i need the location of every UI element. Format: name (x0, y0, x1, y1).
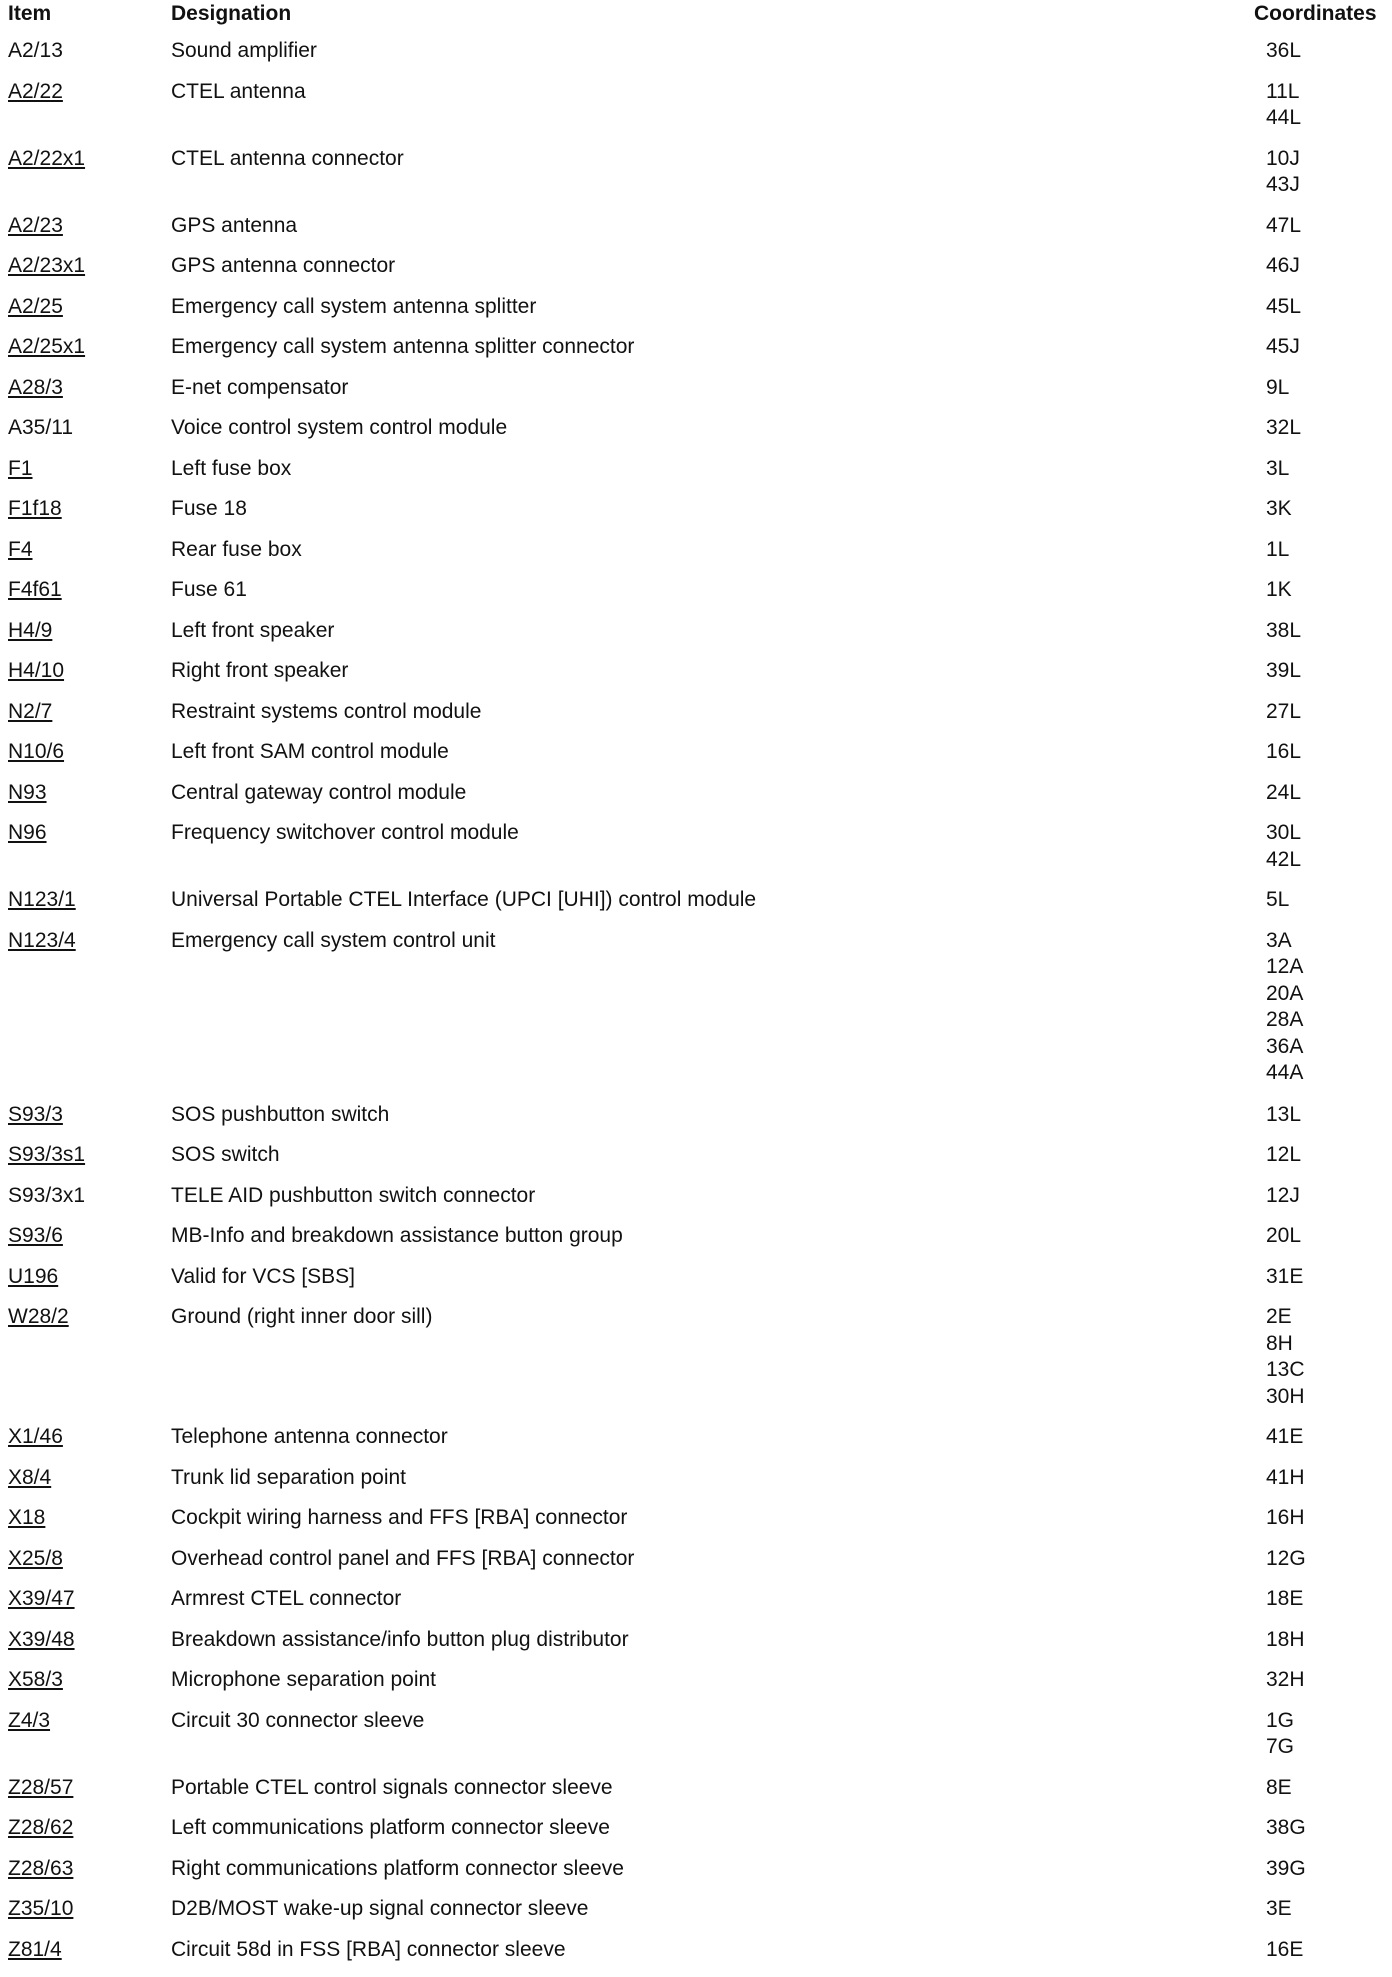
designation: D2B/MOST wake-up signal connector sleeve (171, 1896, 588, 1923)
coordinate-value: 24L (1266, 780, 1301, 807)
item-link[interactable]: Z28/57 (8, 1775, 73, 1802)
coordinates (1266, 1546, 1306, 1573)
table-row (0, 739, 1392, 780)
coordinate-value: 44L (1266, 105, 1301, 132)
table-row (0, 415, 1392, 456)
designation: Right front speaker (171, 658, 348, 685)
coordinates (1266, 1505, 1305, 1532)
item-link[interactable]: F1 (8, 456, 33, 483)
designation: Sound amplifier (171, 38, 317, 65)
item-link[interactable]: A2/25 (8, 294, 63, 321)
designation: Left fuse box (171, 456, 291, 483)
coordinates (1266, 79, 1301, 132)
item-link[interactable]: X1/46 (8, 1424, 63, 1451)
item-link[interactable]: A2/23x1 (8, 253, 85, 280)
table-row (0, 1183, 1392, 1224)
coordinate-value: 13L (1266, 1102, 1301, 1129)
designation: Breakdown assistance/info button plug distributor (171, 1627, 629, 1654)
table-row (0, 537, 1392, 578)
designation: Fuse 18 (171, 496, 247, 523)
coordinate-value: 3L (1266, 456, 1289, 483)
table-row (0, 456, 1392, 497)
designation: CTEL antenna (171, 79, 306, 106)
item-link[interactable]: A28/3 (8, 375, 63, 402)
coordinates (1266, 577, 1292, 604)
coordinate-value: 45L (1266, 294, 1301, 321)
item-code: S93/3x1 (8, 1183, 85, 1210)
table-row (0, 1586, 1392, 1627)
item-link[interactable]: A2/22x1 (8, 146, 85, 173)
coordinate-value: 27L (1266, 699, 1301, 726)
coordinate-value: 47L (1266, 213, 1301, 240)
table-row (0, 496, 1392, 537)
table-row (0, 928, 1392, 1102)
designation: CTEL antenna connector (171, 146, 404, 173)
coordinate-value: 13C (1266, 1357, 1305, 1384)
coordinates (1266, 1815, 1306, 1842)
item-link[interactable]: S93/6 (8, 1223, 63, 1250)
item-link[interactable]: Z28/63 (8, 1856, 73, 1883)
header-item: Item (8, 0, 51, 28)
table-row (0, 213, 1392, 254)
designation: Cockpit wiring harness and FFS [RBA] connector (171, 1505, 627, 1532)
item-link[interactable]: A2/22 (8, 79, 63, 106)
table-row (0, 1627, 1392, 1668)
coordinates (1266, 334, 1300, 361)
coordinates (1266, 456, 1289, 483)
coordinates (1266, 658, 1301, 685)
coordinate-value: 36A (1266, 1034, 1303, 1061)
coordinates (1266, 1708, 1294, 1761)
item-link[interactable]: Z81/4 (8, 1937, 62, 1964)
coordinate-value: 42L (1266, 847, 1301, 874)
coordinate-value: 16L (1266, 739, 1301, 766)
coordinate-value: 1L (1266, 537, 1289, 564)
table-header (0, 0, 1392, 28)
coordinate-value: 16H (1266, 1505, 1305, 1532)
item-code: A35/11 (8, 415, 73, 442)
coordinates (1266, 253, 1300, 280)
coordinate-value: 8H (1266, 1331, 1305, 1358)
item-link[interactable]: X18 (8, 1505, 45, 1532)
table-row (0, 658, 1392, 699)
table-row (0, 253, 1392, 294)
table-row (0, 1465, 1392, 1506)
table-row (0, 375, 1392, 416)
coordinate-value: 1G (1266, 1708, 1294, 1735)
designation: Armrest CTEL connector (171, 1586, 401, 1613)
designation: SOS pushbutton switch (171, 1102, 389, 1129)
coordinates (1266, 1856, 1306, 1883)
coordinate-value: 20L (1266, 1223, 1301, 1250)
table-row (0, 1505, 1392, 1546)
coordinates (1266, 1586, 1303, 1613)
coordinate-value: 12L (1266, 1142, 1301, 1169)
coordinate-value: 1K (1266, 577, 1292, 604)
coordinates (1266, 1937, 1303, 1964)
coordinate-value: 12A (1266, 954, 1303, 981)
coordinates (1266, 739, 1301, 766)
designation: Trunk lid separation point (171, 1465, 406, 1492)
designation: GPS antenna (171, 213, 297, 240)
item-code: A2/13 (8, 38, 63, 65)
coordinate-value: 46J (1266, 253, 1300, 280)
coordinate-value: 12G (1266, 1546, 1306, 1573)
item-link[interactable]: H4/10 (8, 658, 64, 685)
item-link[interactable]: Z28/62 (8, 1815, 73, 1842)
item-link[interactable]: F1f18 (8, 496, 62, 523)
item-link[interactable]: F4f61 (8, 577, 62, 604)
header-coordinates: Coordinates (1254, 0, 1377, 28)
designation: Restraint systems control module (171, 699, 481, 726)
item-link[interactable]: S93/3s1 (8, 1142, 85, 1169)
designation: Rear fuse box (171, 537, 302, 564)
designation: Fuse 61 (171, 577, 247, 604)
item-link[interactable]: H4/9 (8, 618, 52, 645)
item-link[interactable]: X58/3 (8, 1667, 63, 1694)
coordinates (1266, 1896, 1292, 1923)
designation: Emergency call system control unit (171, 928, 495, 955)
coordinates (1266, 820, 1301, 873)
coordinate-value: 43J (1266, 172, 1300, 199)
designation: GPS antenna connector (171, 253, 395, 280)
designation: Universal Portable CTEL Interface (UPCI [UHI]) control module (171, 887, 756, 914)
coordinates (1266, 146, 1300, 199)
coordinates (1266, 1775, 1292, 1802)
coordinates (1266, 618, 1301, 645)
coordinate-value: 39L (1266, 658, 1301, 685)
table-row (0, 1708, 1392, 1775)
component-table (0, 38, 1392, 1977)
designation: Left communications platform connector sleeve (171, 1815, 610, 1842)
table-row (0, 887, 1392, 928)
item-link[interactable]: N123/4 (8, 928, 76, 955)
coordinate-value: 41H (1266, 1465, 1305, 1492)
coordinate-value: 11L (1266, 79, 1301, 106)
coordinate-value: 30L (1266, 820, 1301, 847)
coordinates (1266, 699, 1301, 726)
coordinates (1266, 213, 1301, 240)
coordinate-value: 8E (1266, 1775, 1292, 1802)
header-designation: Designation (171, 0, 291, 28)
table-row (0, 618, 1392, 659)
coordinates (1266, 887, 1289, 914)
coordinates (1266, 1183, 1300, 1210)
designation: Overhead control panel and FFS [RBA] connector (171, 1546, 634, 1573)
table-row (0, 79, 1392, 146)
table-row (0, 1424, 1392, 1465)
table-row (0, 1856, 1392, 1897)
table-row (0, 1264, 1392, 1305)
coordinates (1266, 496, 1292, 523)
coordinates (1266, 294, 1301, 321)
item-link[interactable]: A2/23 (8, 213, 63, 240)
coordinates (1266, 1465, 1305, 1492)
coordinate-value: 5L (1266, 887, 1289, 914)
table-row (0, 146, 1392, 213)
coordinate-value: 45J (1266, 334, 1300, 361)
item-link[interactable]: F4 (8, 537, 33, 564)
coordinate-value: 32H (1266, 1667, 1305, 1694)
coordinates (1266, 537, 1289, 564)
item-link[interactable]: X39/48 (8, 1627, 75, 1654)
coordinates (1266, 780, 1301, 807)
designation: SOS switch (171, 1142, 280, 1169)
table-row (0, 1667, 1392, 1708)
coordinates (1266, 38, 1301, 65)
item-link[interactable]: N123/1 (8, 887, 76, 914)
item-link[interactable]: X25/8 (8, 1546, 63, 1573)
table-row (0, 1142, 1392, 1183)
item-link[interactable]: X8/4 (8, 1465, 51, 1492)
coordinate-value: 41E (1266, 1424, 1303, 1451)
coordinate-value: 2E (1266, 1304, 1305, 1331)
coordinate-value: 18H (1266, 1627, 1305, 1654)
designation: Central gateway control module (171, 780, 466, 807)
item-link[interactable]: N96 (8, 820, 47, 847)
designation: TELE AID pushbutton switch connector (171, 1183, 535, 1210)
item-link[interactable]: N2/7 (8, 699, 52, 726)
table-row (0, 699, 1392, 740)
designation: Emergency call system antenna splitter (171, 294, 536, 321)
coordinate-value: 10J (1266, 146, 1300, 173)
coordinates (1266, 1304, 1305, 1410)
designation: E-net compensator (171, 375, 348, 402)
coordinates (1266, 1424, 1303, 1451)
designation: Left front speaker (171, 618, 334, 645)
item-link[interactable]: A2/25x1 (8, 334, 85, 361)
table-row (0, 1937, 1392, 1977)
coordinates (1266, 1627, 1305, 1654)
coordinates (1266, 375, 1289, 402)
coordinate-value: 28A (1266, 1007, 1303, 1034)
table-row (0, 1304, 1392, 1424)
coordinates (1266, 928, 1303, 1087)
coordinates (1266, 415, 1301, 442)
designation: Circuit 30 connector sleeve (171, 1708, 424, 1735)
coordinates (1266, 1223, 1301, 1250)
table-row (0, 577, 1392, 618)
coordinate-value: 39G (1266, 1856, 1306, 1883)
coordinate-value: 12J (1266, 1183, 1300, 1210)
table-row (0, 1223, 1392, 1264)
item-link[interactable]: U196 (8, 1264, 58, 1291)
coordinates (1266, 1667, 1305, 1694)
coordinates (1266, 1264, 1303, 1291)
table-row (0, 1102, 1392, 1143)
item-link[interactable]: N93 (8, 780, 47, 807)
designation: Microphone separation point (171, 1667, 436, 1694)
coordinate-value: 44A (1266, 1060, 1303, 1087)
table-row (0, 780, 1392, 821)
item-link[interactable]: X39/47 (8, 1586, 75, 1613)
designation: Emergency call system antenna splitter connector (171, 334, 634, 361)
designation: Ground (right inner door sill) (171, 1304, 432, 1331)
table-row (0, 1546, 1392, 1587)
coordinates (1266, 1142, 1301, 1169)
table-row (0, 38, 1392, 79)
designation: Voice control system control module (171, 415, 507, 442)
coordinate-value: 9L (1266, 375, 1289, 402)
designation: Telephone antenna connector (171, 1424, 448, 1451)
designation: Circuit 58d in FSS [RBA] connector sleeve (171, 1937, 566, 1964)
designation: MB-Info and breakdown assistance button group (171, 1223, 623, 1250)
item-link[interactable]: Z35/10 (8, 1896, 73, 1923)
item-link[interactable]: Z4/3 (8, 1708, 50, 1735)
table-row (0, 1775, 1392, 1816)
designation: Portable CTEL control signals connector sleeve (171, 1775, 613, 1802)
coordinate-value: 18E (1266, 1586, 1303, 1613)
designation: Left front SAM control module (171, 739, 449, 766)
coordinate-value: 16E (1266, 1937, 1303, 1964)
designation: Valid for VCS [SBS] (171, 1264, 355, 1291)
coordinate-value: 36L (1266, 38, 1301, 65)
table-row (0, 294, 1392, 335)
designation: Frequency switchover control module (171, 820, 519, 847)
coordinate-value: 30H (1266, 1384, 1305, 1411)
coordinate-value: 3K (1266, 496, 1292, 523)
item-link[interactable]: S93/3 (8, 1102, 63, 1129)
coordinate-value: 3A (1266, 928, 1303, 955)
table-row (0, 334, 1392, 375)
coordinate-value: 31E (1266, 1264, 1303, 1291)
coordinate-value: 20A (1266, 981, 1303, 1008)
coordinates (1266, 1102, 1301, 1129)
table-row (0, 1815, 1392, 1856)
item-link[interactable]: N10/6 (8, 739, 64, 766)
table-row (0, 820, 1392, 887)
table-row (0, 1896, 1392, 1937)
item-link[interactable]: W28/2 (8, 1304, 69, 1331)
coordinate-value: 38G (1266, 1815, 1306, 1842)
coordinate-value: 3E (1266, 1896, 1292, 1923)
designation: Right communications platform connector sleeve (171, 1856, 624, 1883)
coordinate-value: 38L (1266, 618, 1301, 645)
coordinate-value: 7G (1266, 1734, 1294, 1761)
coordinate-value: 32L (1266, 415, 1301, 442)
